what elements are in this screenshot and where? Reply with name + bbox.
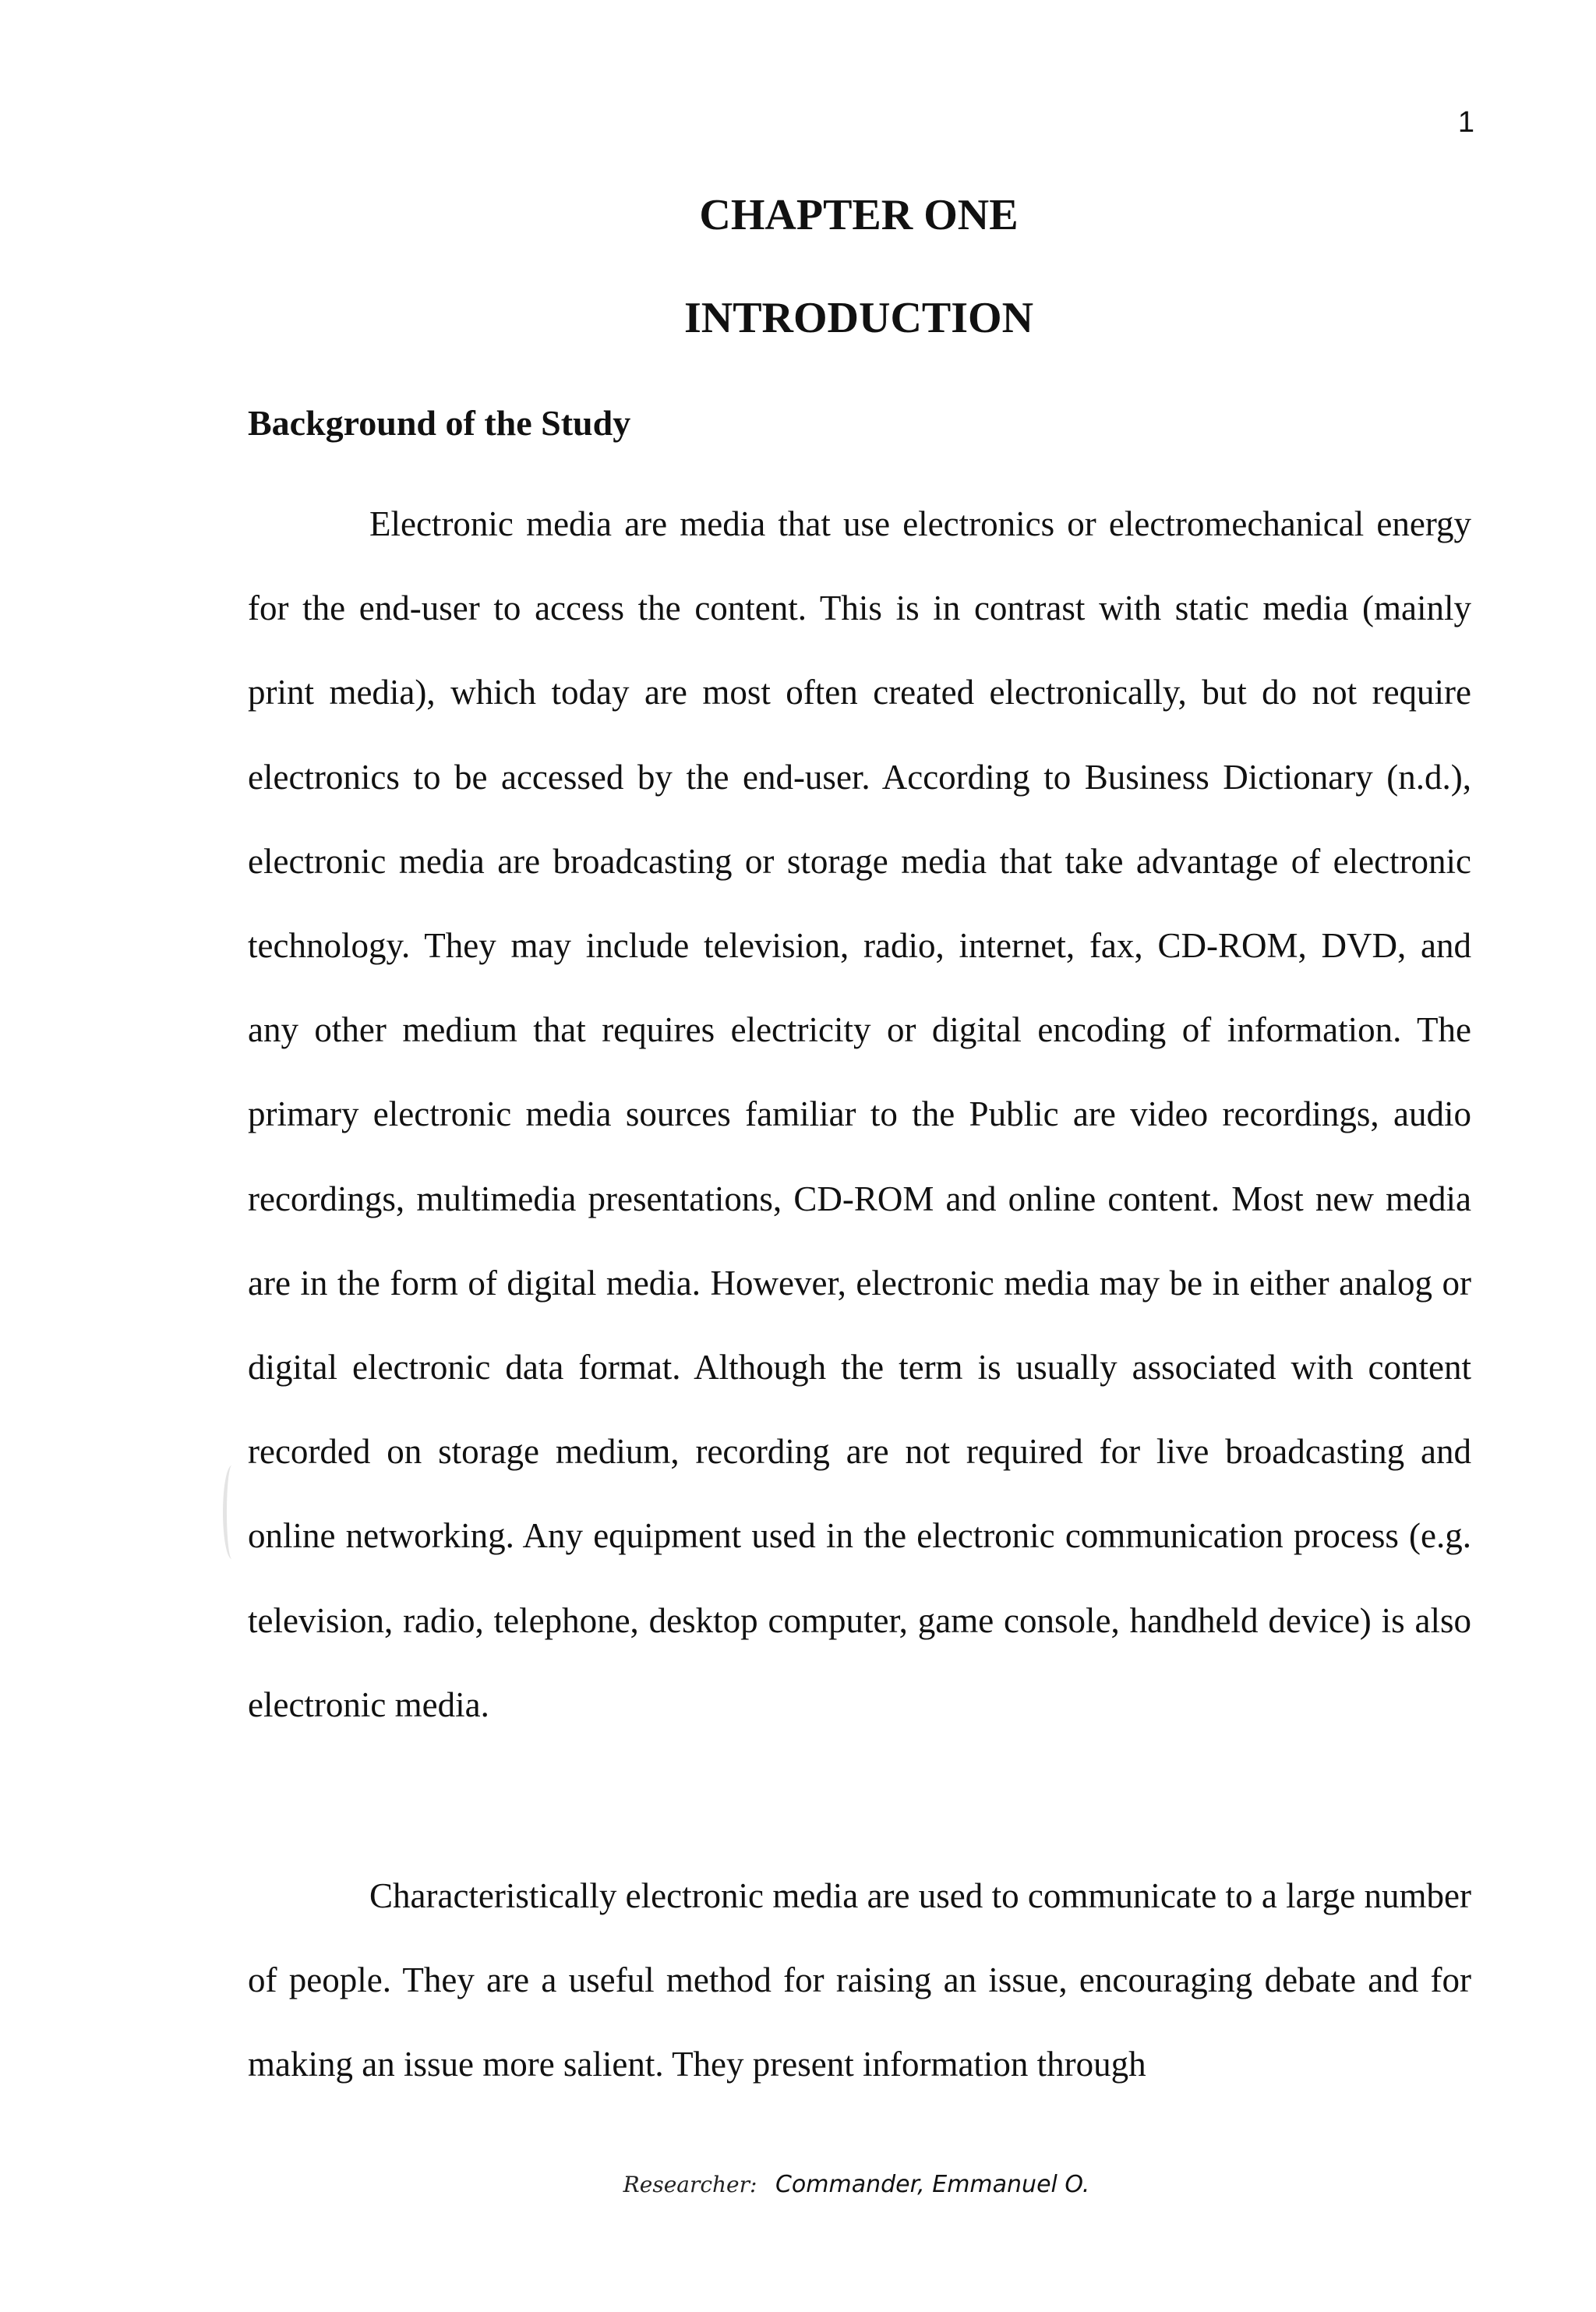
margin-mark [223, 1465, 241, 1559]
subheading: Background of the Study [248, 403, 631, 443]
page-number: 1 [1457, 106, 1474, 139]
footer-label: Researcher: [623, 2172, 757, 2197]
paragraph-1: Electronic media are media that use electronics or electromechanical energy for the end-user to access the content. This is in contrast with static media (mainly print media), which today are most often created electronically, but do not require electronics to be accessed by the end-user. According to Business Dictionary (n.d.), electronic media are broadcasting or storage media that take advantage of electronic technology. They may include television, radio, internet, fax, CD-ROM, DVD, and any other medium that requires electricity or digital encoding of information. The primary electronic media sources familiar to the Public are video recordings, audio recordings, multimedia presentations, CD-ROM and online content. Most new media are in the form of digital media. However, electronic media may be in either analog or digital electronic data format. Although the term is usually associated with content recorded on storage medium, recording are not required for live broadcasting and online networking. Any equipment used in the electronic communication process (e.g. television, radio, telephone, desktop computer, game console, handheld device) is also electronic media. [248, 504, 1471, 1724]
chapter-title: CHAPTER ONE [699, 191, 1019, 239]
paragraph-2: Characteristically electronic media are used to communicate to a large number of people. They are a useful method for raising an issue, encouraging debate and for making an issue more salient. They present information through [248, 1876, 1471, 2084]
section-title: INTRODUCTION [683, 294, 1034, 342]
footer [0, 2173, 1596, 2197]
footer-researcher-name: Commander, Emmanuel O. [775, 2171, 1090, 2198]
